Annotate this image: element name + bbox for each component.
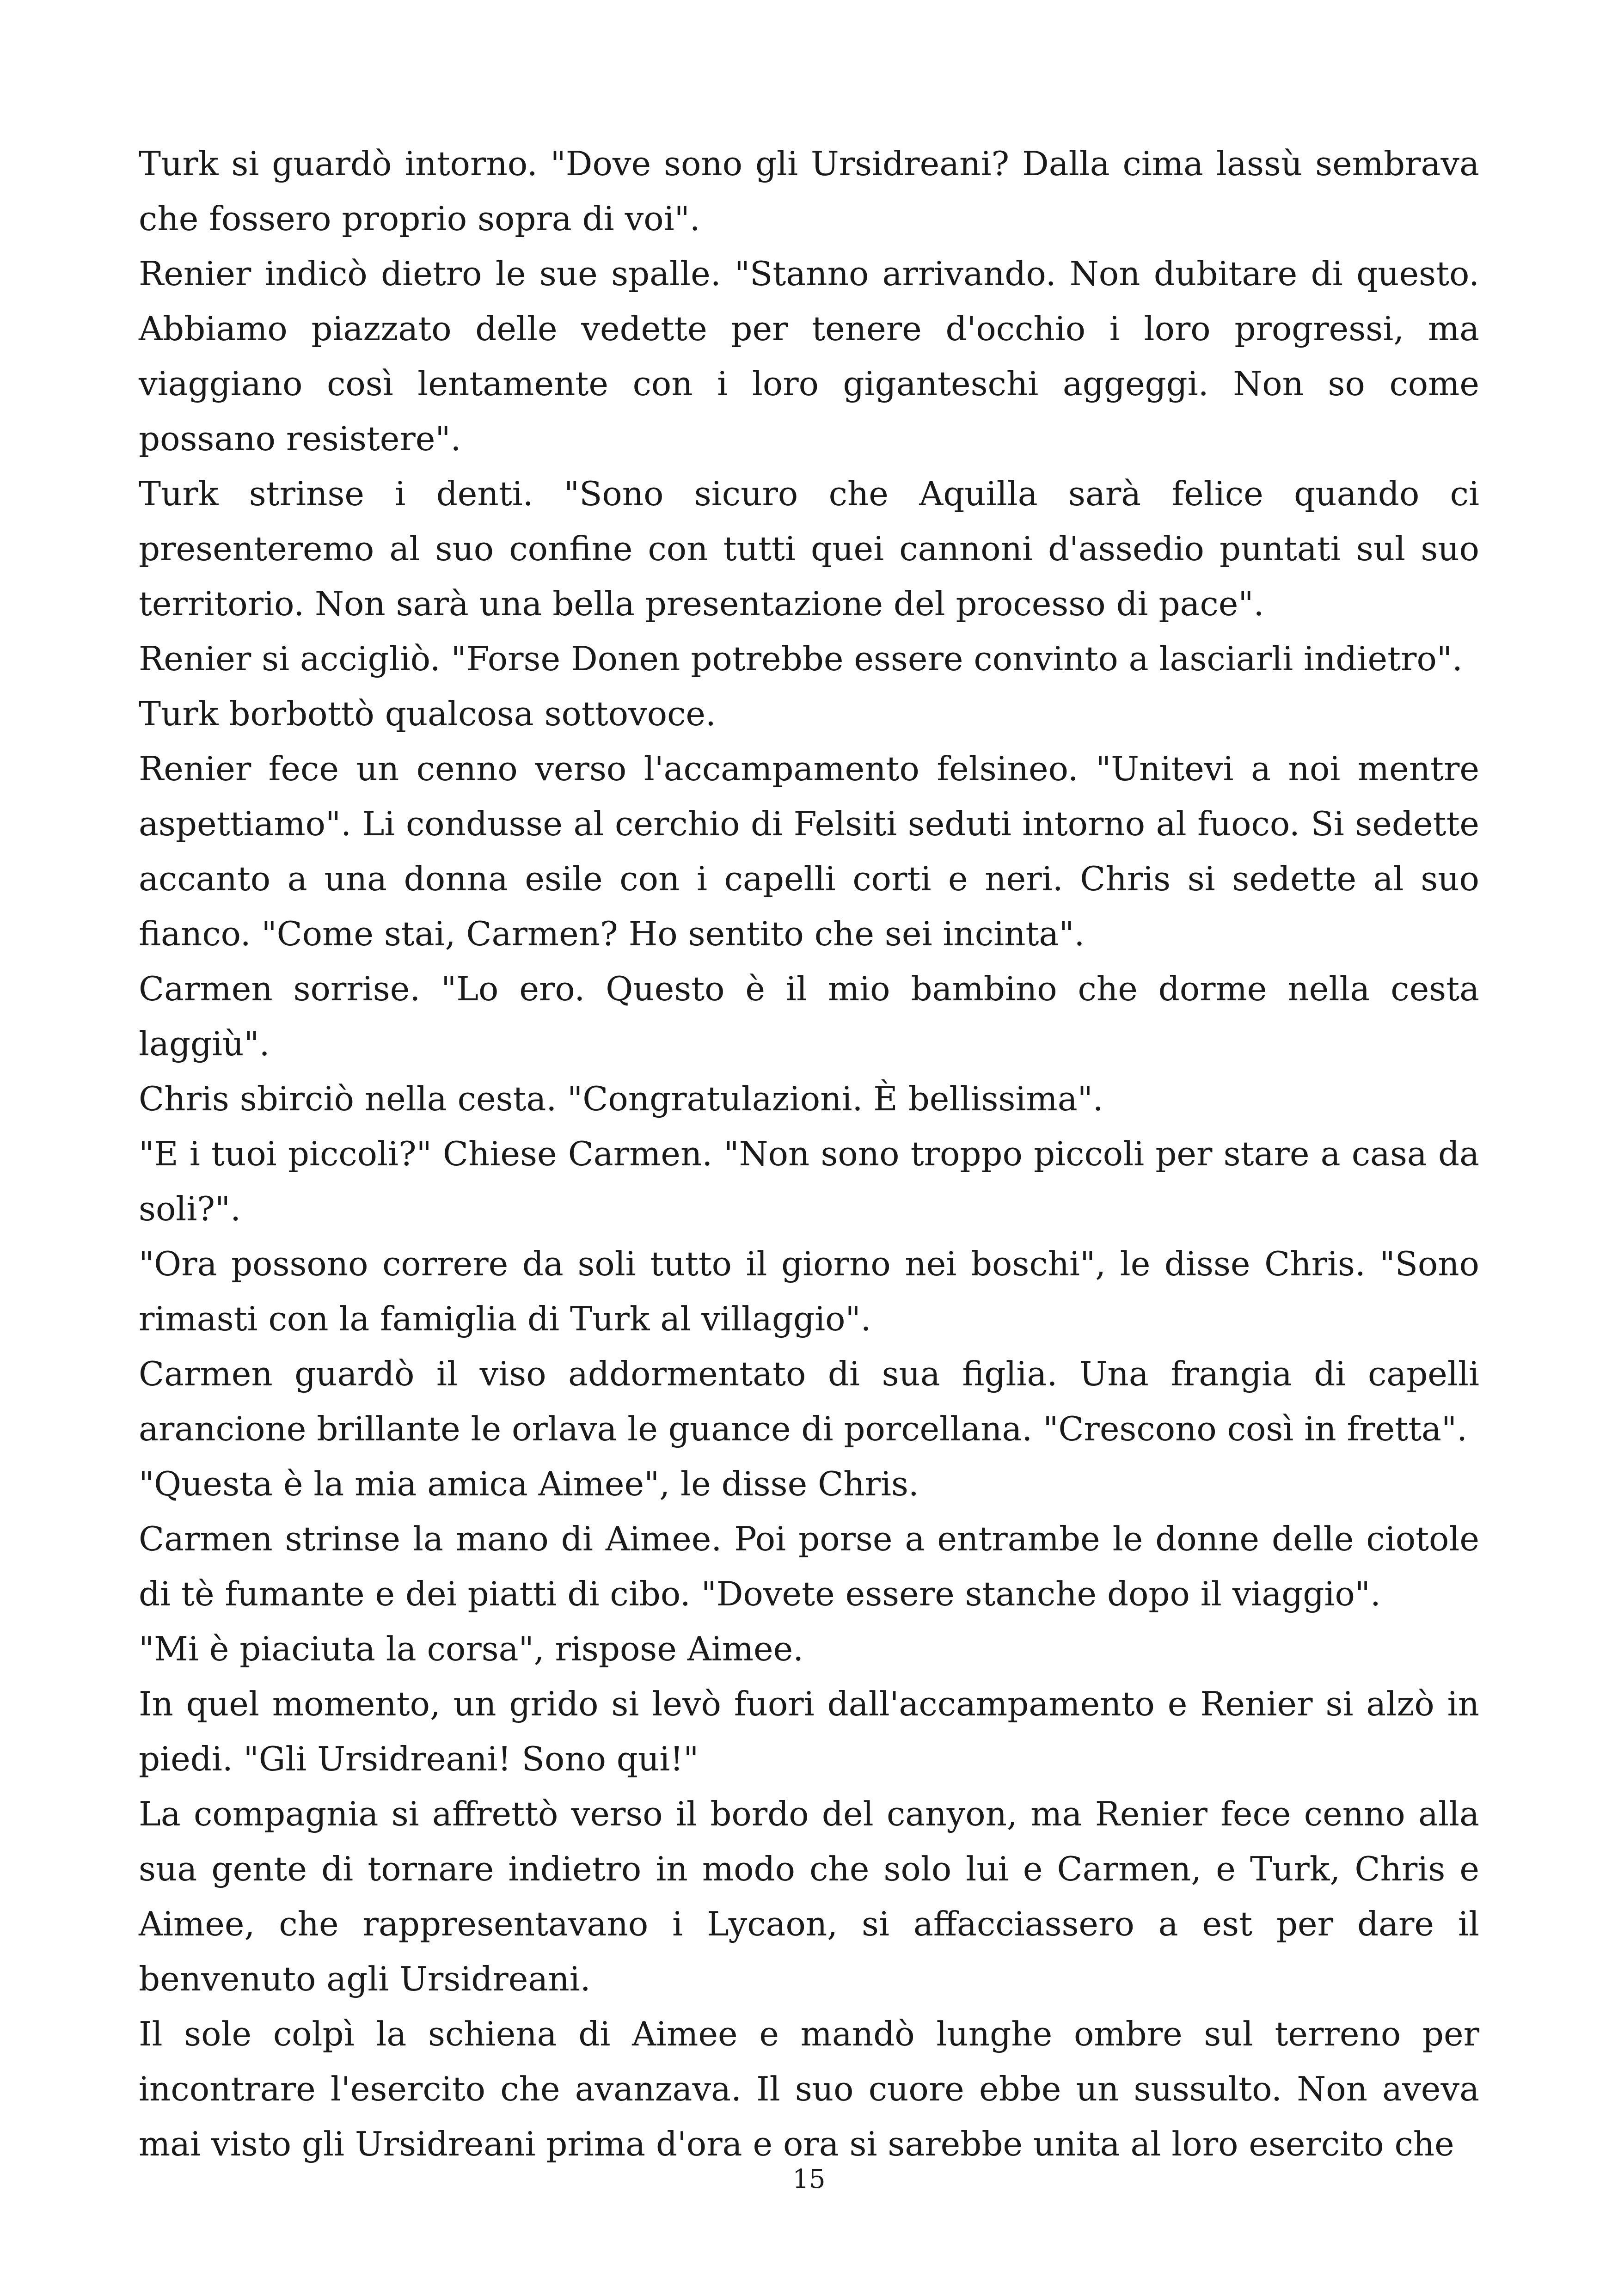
paragraph: Turk strinse i denti. "Sono sicuro che Aquilla sarà felice quando ci presenteremo al suo confine con tutti quei cannoni d'assedio puntati sul suo territorio. Non sarà una bella presentazione del processo di pace". (139, 474, 1479, 623)
paragraph: Renier indicò dietro le sue spalle. "Stanno arrivando. Non dubitare di questo. Abbiamo piazzato delle vedette per tenere d'occhio i loro progressi, ma viaggiano così lentamente con i loro giganteschi aggeggi. Non so come possano resistere". (139, 254, 1479, 458)
paragraph: La compagnia si affrettò verso il bordo del canyon, ma Renier fece cenno alla sua gente di tornare indietro in modo che solo lui e Carmen, e Turk, Chris e Aimee, che rappresentavano i Lycaon, si affacciassero a est per dare il benvenuto agli Ursidreani. (139, 1794, 1479, 1998)
paragraph: Turk borbottò qualcosa sottovoce. (139, 694, 716, 733)
paragraph: "E i tuoi piccoli?" Chiese Carmen. "Non sono troppo piccoli per stare a casa da soli?". (139, 1134, 1479, 1228)
paragraph: Chris sbirciò nella cesta. "Congratulazioni. È bellissima". (139, 1079, 1103, 1118)
paragraph: Turk si guardò intorno. "Dove sono gli Ursidreani? Dalla cima lassù sembrava che fossero proprio sopra di voi". (139, 144, 1479, 238)
paragraph: In quel momento, un grido si levò fuori dall'accampamento e Renier si alzò in piedi. "Gli Ursidreani! Sono qui!" (139, 1684, 1479, 1778)
body-text (139, 136, 1479, 2172)
page-number: 15 (792, 2164, 826, 2194)
paragraph: Carmen strinse la mano di Aimee. Poi porse a entrambe le donne delle ciotole di tè fumante e dei piatti di cibo. "Dovete essere stanche dopo il viaggio". (139, 1519, 1479, 1613)
paragraph: "Mi è piaciuta la corsa", rispose Aimee. (139, 1629, 804, 1668)
paragraph: "Ora possono correre da soli tutto il giorno nei boschi", le disse Chris. "Sono rimasti con la famiglia di Turk al villaggio". (139, 1244, 1479, 1338)
paragraph: Carmen guardò il viso addormentato di sua figlia. Una frangia di capelli arancione brillante le orlava le guance di porcellana. "Crescono così in fretta". (139, 1354, 1479, 1448)
paragraph: "Questa è la mia amica Aimee", le disse Chris. (139, 1464, 919, 1503)
paragraph: Carmen sorrise. "Lo ero. Questo è il mio bambino che dorme nella cesta laggiù". (139, 969, 1479, 1063)
paragraph: Il sole colpì la schiena di Aimee e mandò lunghe ombre sul terreno per incontrare l'esercito che avanzava. Il suo cuore ebbe un sussulto. Non aveva mai visto gli Ursidreani prima d'ora e ora si sarebbe unita al loro esercito che (139, 2014, 1479, 2163)
paragraph: Renier fece un cenno verso l'accampamento felsineo. "Unitevi a noi mentre aspettiamo". Li condusse al cerchio di Felsiti seduti intorno al fuoco. Si sedette accanto a una donna esile con i capelli corti e neri. Chris si sedette al suo fianco. "Come stai, Carmen? Ho sentito che sei incinta". (139, 749, 1479, 953)
paragraph: Renier si accigliò. "Forse Donen potrebbe essere convinto a lasciarli indietro". (139, 639, 1463, 678)
